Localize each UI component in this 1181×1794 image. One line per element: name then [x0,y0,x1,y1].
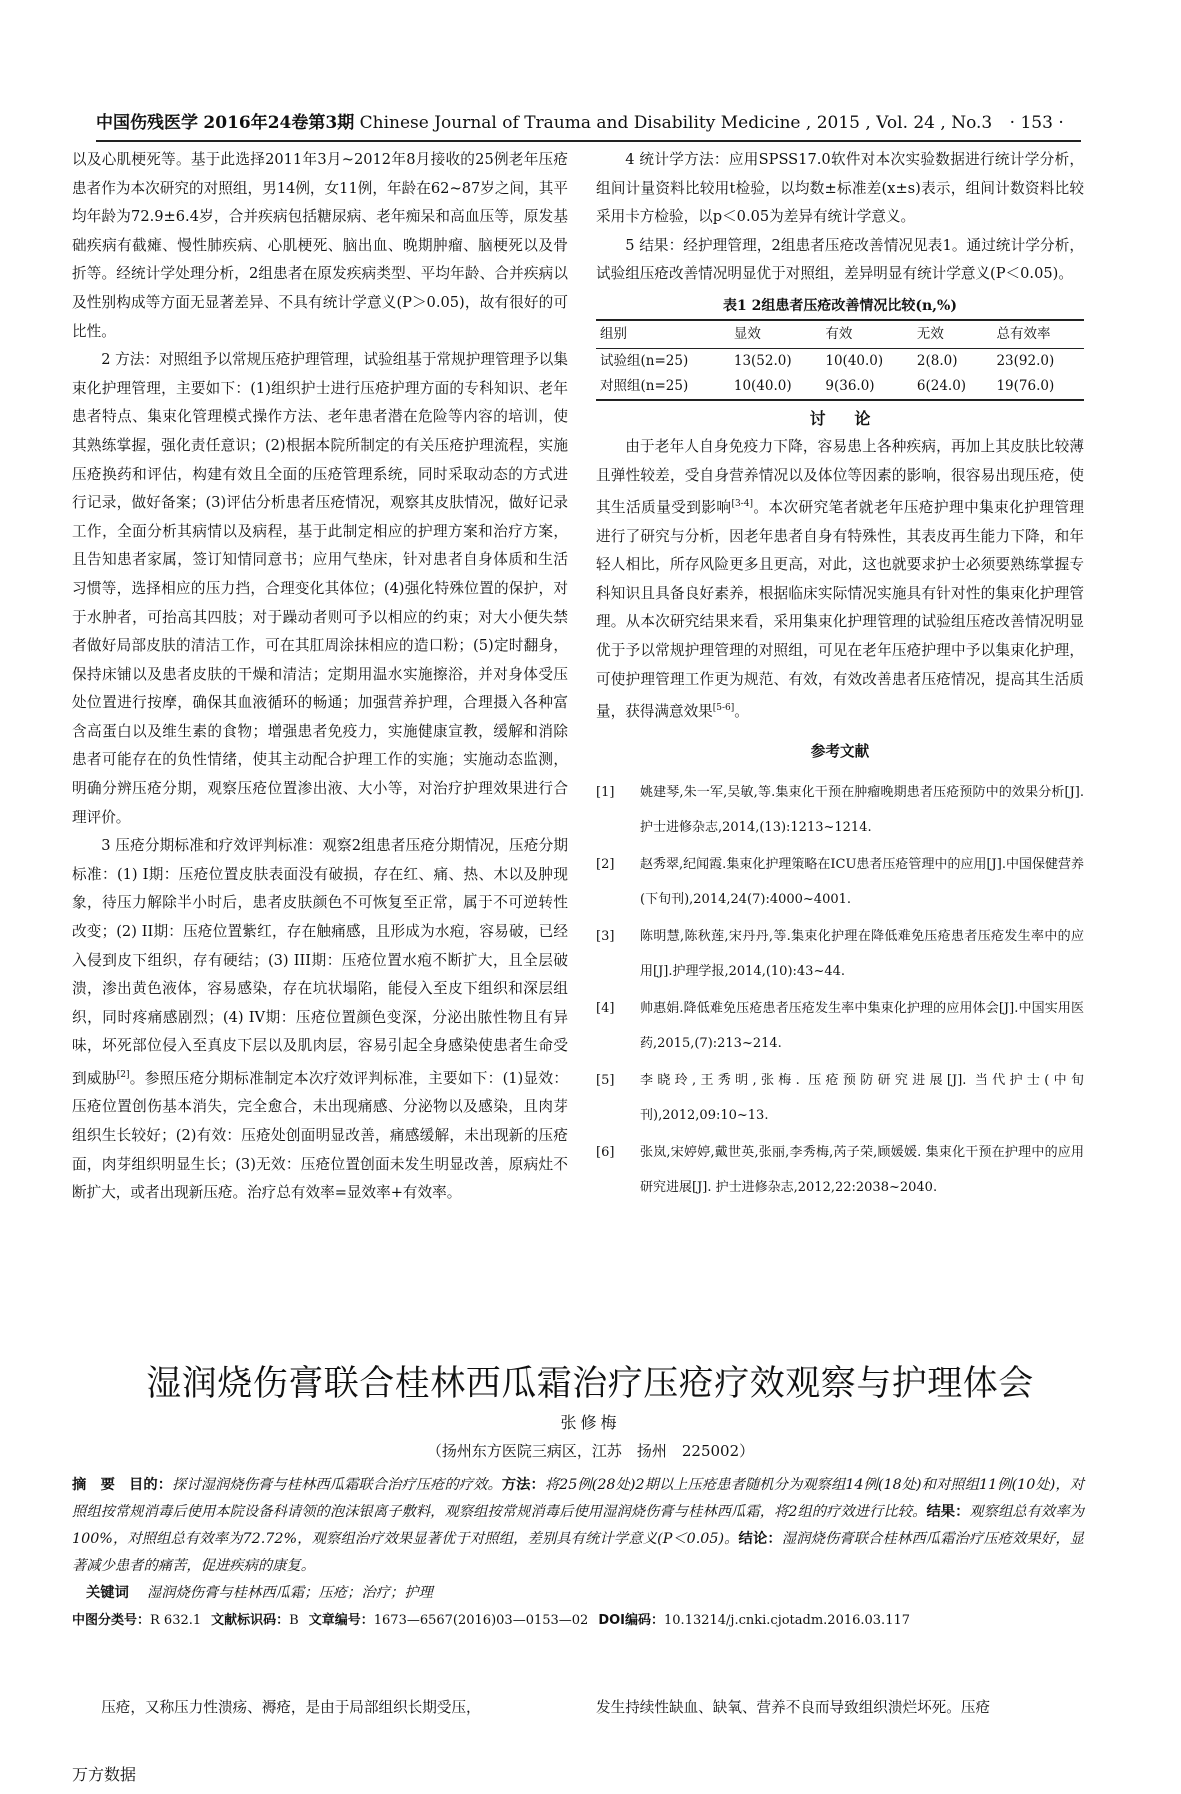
table-cell: 6(24.0) [913,374,993,400]
article-title: 湿润烧伤膏联合桂林西瓜霜治疗压疮疗效观察与护理体会 [146,1364,1034,1404]
keywords-text: 湿润烧伤膏与桂林西瓜霜；压疮；治疗；护理 [146,1585,433,1601]
abstract-label: 摘 要 [72,1477,116,1493]
citation-5-6: [5-6] [712,703,735,714]
issue-cn: 2016年24卷第3期 [203,113,355,133]
table-title: 表1 2组患者压疮改善情况比较(n,%) [723,297,957,314]
references-heading: 参考文献 [810,742,870,760]
results-label: 结果： [926,1504,970,1520]
discussion-text-b: 。本次研究笔者就老年压疮护理中集束化护理管理进行了研究与分析，因老年患者自身有特殊性，其表皮再生能力下降，和年轻人相比，所存风险更多且更高，对此，这也就要求护士必须要熟练掌握专科知识且具备良好素养，根据临床实际情况实施具有针对性的集束化护理管理。从本次研究结果来看，采用集束化护理管理的试验组压疮改善情况明显优于予以常规护理管理的对照组，可见在老年压疮护理中予以集束化护理，可使护理管理工作更为规范、有效，有效改善患者压疮情况，提高其生活质量，获得满意效果 [596,499,1084,721]
table-cell: 13(52.0) [733,352,792,369]
clc-value: R 632.1 [150,1613,202,1628]
conclusion-label: 结论： [738,1531,782,1547]
paragraph-results: 5 结果：经护理管理，2组患者压疮改善情况见表1。通过统计学分析，试验组压疮改善情况明显优于对照组，差异明显有统计学意义(P＜0.05)。 [596,236,1084,283]
table-cell: 23(92.0) [996,352,1055,369]
reference-text: 姚建琴,朱一军,吴敏,等.集束化干预在肿瘤晚期患者压疮预防中的效果分析[J].护士进修杂志,2014,(13):1213~1214. [640,784,1084,835]
objective-label: 目的： [129,1477,173,1493]
table-cell: 9(36.0) [821,374,913,400]
doi-label: DOI编码： [598,1613,665,1628]
discussion-end: 。 [734,703,749,721]
objective-text: 探讨湿润烧伤膏与桂林西瓜霜联合治疗压疮的疗效。 [172,1477,502,1493]
journal-name-cn: 中国伤残医学 [96,113,198,133]
abstract-paragraph [72,1472,1084,1580]
paragraph-criteria [72,832,568,1208]
paragraph-methods: 2 方法：对照组予以常规压疮护理管理，试验组基于常规护理管理予以集束化护理管理，主要如下：(1)组织护士进行压疮护理方面的专科知识、老年患者特点、集束化管理模式操作方法、老年患者潜在危险等内容的培训，使其熟练掌握，强化责任意识；(2)根据本院所制定的有关压疮护理流程，实施压疮换药和评估，构建有效且全面的压疮管理系统，同时采取动态的方式进行记录，做好备案；(3)评估分析患者压疮情况，观察其皮肤情况，做好记录工作，全面分析其病情以及病程，基于此制定相应的护理方案和治疗方案，且告知患者家属，签订知情同意书；应用气垫床，针对患者自身体质和生活习惯等，选择相应的压力挡，合理变化其体位；(4)强化特殊位置的保护，对于水肿者，可抬高其四肢；对于躁动者则可予以相应的约束；对大小便失禁者做好局部皮肤的清洁工作，可在其肛周涂抹相应的造口粉；(5)定时翻身，保持床铺以及患者皮肤的干燥和清洁；定期用温水实施擦浴，并对身体受压处位置进行按摩，确保其血液循环的畅通；加强营养护理，合理摄入各种富含高蛋白以及维生素的食物；增强患者免疫力，实施健康宣教，缓解和消除患者可能存在的负性情绪，使其主动配合护理工作的实施；实施动态监测，明确分辨压疮分期，观察压疮位置渗出液、大小等，对治疗护理效果进行合理评价。 [72,351,568,826]
article-number-value: 1673—6567(2016)03—0153—02 [373,1613,589,1628]
reference-text: 赵秀翠,纪闻霞.集束化护理策略在ICU患者压疮管理中的应用[J].中国保健营养(下旬刊),2014,24(7):4000~4001. [640,856,1084,907]
criteria-text-b: 。参照压疮分期标准制定本次疗效评判标准，主要如下：(1)显效：压疮位置创伤基本消失，完全愈合，未出现痛感、分泌物以及感染，且肉芽组织生长较好；(2)有效：压疮处创面明显改善，痛感缓解，未出现新的压疮面，肉芽组织明显生长；(3)无效：压疮位置创面未发生明显改善，原病灶不断扩大，或者出现新压疮。治疗总有效率=显效率+有效率。 [72,1069,568,1202]
doc-code-label: 文献标识码： [211,1613,290,1628]
table-header-cell: 显效 [730,320,822,349]
table-header-cell: 有效 [821,320,913,349]
conclusion-text: 湿润烧伤膏联合桂林西瓜霜治疗压疮效果好，显著减少患者的痛苦，促进疾病的康复。 [72,1531,1085,1574]
reference-item [596,991,1084,1061]
reference-number: [3] [596,928,615,944]
left-column [72,146,568,1208]
table-cell: 2(8.0) [916,352,958,369]
table-header-cell: 组别 [596,320,730,349]
paragraph-patients: 以及心肌梗死等。基于此选择2011年3月~2012年8月接收的25例老年压疮患者作为本次研究的对照组，男14例，女11例，年龄在62~87岁之间，其平均年龄为72.9±6.4岁，合并疾病包括糖尿病、老年痴呆和高血压等，原发基础疾病有截瘫、慢性肺疾病、心肌梗死、脑出血、晚期肿瘤、脑梗死以及骨折等。经统计学处理分析，2组患者在原发疾病类型、平均年龄、合并疾病以及性别构成等方面无显著差异、不具有统计学意义(P＞0.05)，故有很好的可比性。 [72,151,568,340]
doi-value: 10.13214/j.cnki.cjotadm.2016.03.117 [664,1613,911,1628]
reference-item [596,919,1084,989]
doc-code-value: B [289,1613,299,1628]
reference-item [596,847,1084,917]
table-header-row [596,320,1084,349]
discussion-heading: 讨论 [809,408,900,428]
running-header [96,108,1081,138]
table-cell: 10(40.0) [730,374,822,400]
reference-number: [5] [596,1072,615,1088]
table-cell: 试验组(n=25) [600,352,689,369]
abstract-block [72,1472,1084,1634]
paragraph-discussion [596,433,1084,727]
reference-text: 陈明慧,陈秋莲,宋丹丹,等.集束化护理在降低难免压疮患者压疮发生率中的应用[J].护理学报,2014,(10):43~44. [640,928,1084,979]
reference-item [596,775,1084,845]
table-header-cell: 总有效率 [992,320,1084,349]
article-body-right: 发生持续性缺血、缺氧、营养不良而导致组织溃烂坏死。压疮 [596,1699,991,1716]
reference-text: 李晓玲,王秀明,张梅. 压疮预防研究进展[J]. 当代护士(中旬刊),2012,09:10~13. [640,1072,1084,1123]
table-cell: 19(76.0) [992,374,1084,400]
results-text: 观察组总有效率为100%，对照组总有效率为72.72%，观察组治疗效果显著优于对照组，差别具有统计学意义(P＜0.05)。 [72,1504,1085,1547]
right-column [596,146,1084,1207]
page-number: · 153 · [1009,113,1064,133]
methods-label: 方法： [501,1477,545,1493]
watermark-text: 万方数据 [72,1765,137,1784]
keywords-label: 关键词 [86,1585,129,1601]
citation-2: [2] [116,1070,130,1080]
clc-label: 中图分类号： [72,1613,151,1628]
table-cell: 10(40.0) [825,352,884,369]
author-affiliation: （扬州东方医院三病区，江苏 扬州 225002） [426,1442,755,1460]
reference-item [596,1063,1084,1133]
reference-text: 帅惠娟.降低难免压疮患者压疮发生率中集束化护理的应用体会[J].中国实用医药,2015,(7):213~214. [640,1000,1084,1051]
reference-item [596,1135,1084,1205]
paragraph-statistics: 4 统计学方法：应用SPSS17.0软件对本次实验数据进行统计学分析，组间计量资料比较用t检验，以均数±标准差(x±s)表示，组间计数资料比较采用卡方检验，以p＜0.05为差异有统计学意义。 [596,151,1084,226]
reference-number: [1] [596,784,615,800]
journal-name-en: Chinese Journal of Trauma and Disability Medicine , 2015 , Vol. 24 , No.3 [359,113,993,133]
reference-number: [2] [596,856,615,872]
methods-text: 将25例(28处)2期以上压疮患者随机分为观察组14例(18处)和对照组11例(10处)，对照组按常规消毒后使用本院设备科请领的泡沫银离子敷料，观察组按常规消毒后使用湿润烧伤膏与桂林西瓜霜，将2组的疗效进行比较。 [72,1477,1085,1520]
reference-number: [4] [596,1000,615,1016]
citation-3-4: [3-4] [731,499,753,510]
reference-number: [6] [596,1144,615,1160]
article-body-left: 压疮，又称压力性溃疡、褥疮，是由于局部组织长期受压， [101,1699,481,1716]
criteria-text-a: 3 压疮分期标准和疗效评判标准：观察2组患者压疮分期情况，压疮分期标准：(1) I期：压疮位置皮肤表面没有破损，存在红、痛、热、木以及肿现象，待压力解除半小时后，患者皮肤颜色不可恢复至正常，属于不可逆转性改变；(2) II期：压疮位置紫红，存在触痛感，且形成为水疱，容易破，已经入侵到皮下组织，存有硬结；(3) III期：压疮位置水疱不断扩大，且全层破溃，渗出黄色液体，容易感染，存在坑状塌陷，能侵入至皮下组织和深层组织，同时疼痛感剧烈；(4) IV期：压疮位置颜色变深，分泌出脓性物且有异味，坏死部位侵入至真皮下层以及肌肉层，容易引起全身感染使患者生命受到威胁 [72,837,568,1087]
table-header-cell: 无效 [913,320,993,349]
article-number-label: 文章编号： [308,1613,374,1628]
keywords-line [72,1580,1084,1607]
header-rule [96,140,1081,142]
article-author: 张修梅 [560,1413,621,1432]
table-row [596,348,1084,374]
classification-line [72,1607,1084,1634]
reference-text: 张岚,宋婷婷,戴世英,张丽,李秀梅,芮子荣,顾媛媛. 集束化干预在护理中的应用研究进展[J]. 护士进修杂志,2012,22:2038~2040. [640,1144,1084,1195]
discussion-text-a: 由于老年人自身免疫力下降，容易患上各种疾病，再加上其皮肤比较薄且弹性较差，受自身营养情况以及体位等因素的影响，很容易出现压疮，使其生活质量受到影响 [596,437,1084,517]
table-row [596,374,1084,400]
table-cell: 对照组(n=25) [596,374,730,400]
results-table [596,319,1084,401]
